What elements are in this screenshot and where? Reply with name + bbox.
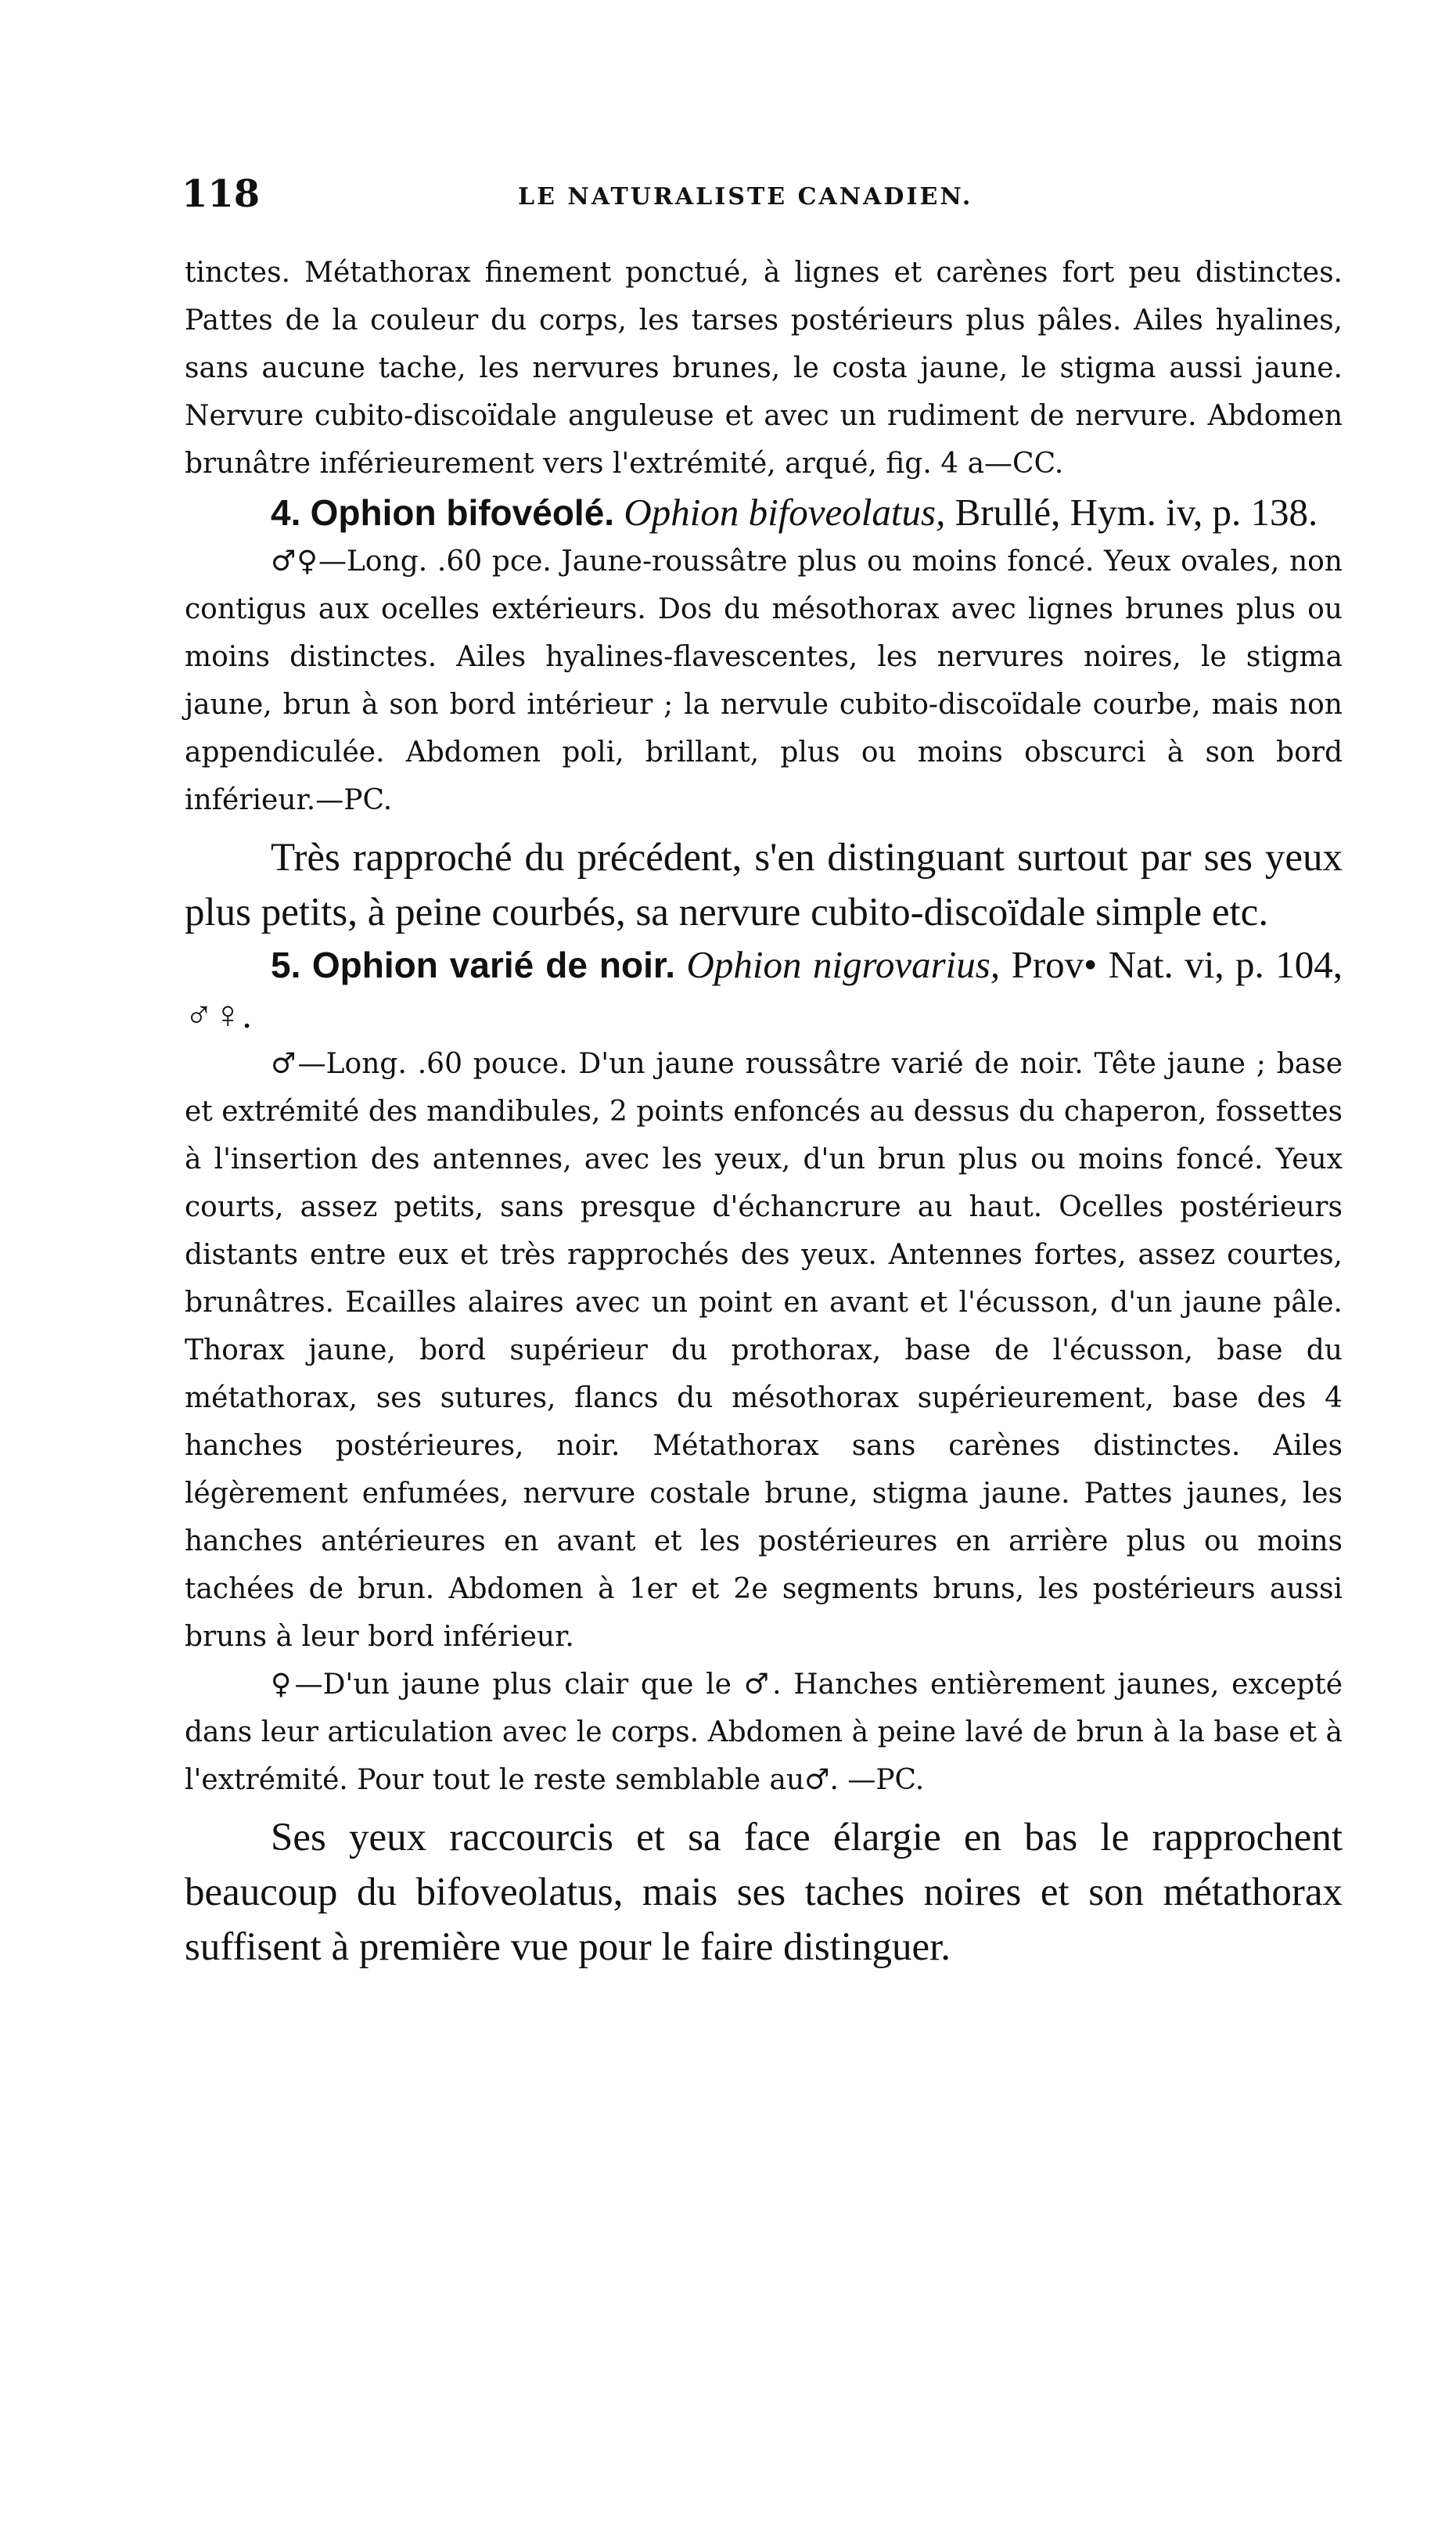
species-french-name: Ophion bifovéolé. bbox=[310, 492, 615, 533]
species-number: 4. bbox=[271, 492, 301, 533]
species-description: ♂♀—Long. .60 pce. Jaune-roussâtre plus ou moins foncé. Yeux ovales, non contigus aux ocelles extérieurs. Dos du mésothorax avec lignes brunes plus ou moins distinctes. Ailes hyalines-flavescentes, les nervures noires, le stigma jaune, brun à son bord intérieur ; la nervule cubito-discoïdale courbe, mais non appendiculée. Abdomen poli, brillant, plus ou moins obscurci à son bord inférieur.—PC. bbox=[185, 545, 1343, 816]
species-scientific-name: Ophion nigrovarius, bbox=[686, 943, 1001, 986]
species-heading-4 bbox=[185, 488, 1343, 538]
running-title: LE NATURALISTE CANADIEN. bbox=[518, 183, 973, 211]
page-header bbox=[182, 172, 1339, 227]
paragraph-continuation: tinctes. Métathorax finement ponctué, à lignes et carènes fort peu distinctes. Pattes de la couleur du corps, les tarses postérieurs plus pâles. Ailes hyalines, sans aucune tache, les nervures brunes, le costa jaune, le stigma aussi jaune. Nervure cubito-discoïdale anguleuse et avec un rudiment de nervure. Abdomen brunâtre inférieurement vers l'extrémité, arqué, fig. 4 a—CC. bbox=[185, 257, 1343, 480]
species-french-name: Ophion varié de noir. bbox=[311, 945, 676, 985]
page-number: 118 bbox=[182, 172, 261, 216]
female-description: ♀—D'un jaune plus clair que le ♂. Hanches entièrement jaunes, excepté dans leur articulation avec le corps. Abdomen à peine lavé de brun à la base et à l'extrémité. Pour tout le reste semblable au♂. —PC. bbox=[185, 1669, 1343, 1796]
species-heading-5 bbox=[185, 940, 1343, 1040]
species-number: 5. bbox=[271, 945, 301, 985]
species-reference: Brullé, Hym. iv, p. 138. bbox=[954, 491, 1318, 534]
body-text bbox=[185, 249, 1343, 1975]
species-remark: Très rapproché du précédent, s'en distinguant surtout par ses yeux plus petits, à peine courbés, sa nervure cubito-discoïdale simple etc. bbox=[185, 836, 1343, 934]
species-scientific-name: Ophion bifoveolatus, bbox=[624, 491, 946, 534]
species-reference: Prov• Nat. vi, p. 104, ♂♀. bbox=[185, 943, 1343, 1036]
species-remark: Ses yeux raccourcis et sa face élargie en bas le rapprochent beaucoup du bifoveolatus, mais ses taches noires et son métathorax suffisent à première vue pour le faire distinguer. bbox=[185, 1816, 1343, 1969]
male-description: ♂—Long. .60 pouce. D'un jaune roussâtre varié de noir. Tête jaune ; base et extrémité des mandibules, 2 points enfoncés au dessus du chaperon, fossettes à l'insertion des antennes, avec les yeux, d'un brun plus ou moins foncé. Yeux courts, assez petits, sans presque d'échancrure au haut. Ocelles postérieurs distants entre eux et très rapprochés des yeux. Antennes fortes, assez courtes, brunâtres. Ecailles alaires avec un point en avant et l'écusson, d'un jaune pâle. Thorax jaune, bord supérieur du prothorax, base de l'écusson, base du métathorax, ses sutures, flancs du mésothorax supérieurement, base des 4 hanches postérieures, noir. Métathorax sans carènes distinctes. Ailes légèrement enfumées, nervure costale brune, stigma jaune. Pattes jaunes, les hanches antérieures en avant et les postérieures en arrière plus ou moins tachées de brun. Abdomen à 1er et 2e segments bruns, les postérieurs aussi bruns à leur bord inférieur. bbox=[185, 1048, 1343, 1653]
